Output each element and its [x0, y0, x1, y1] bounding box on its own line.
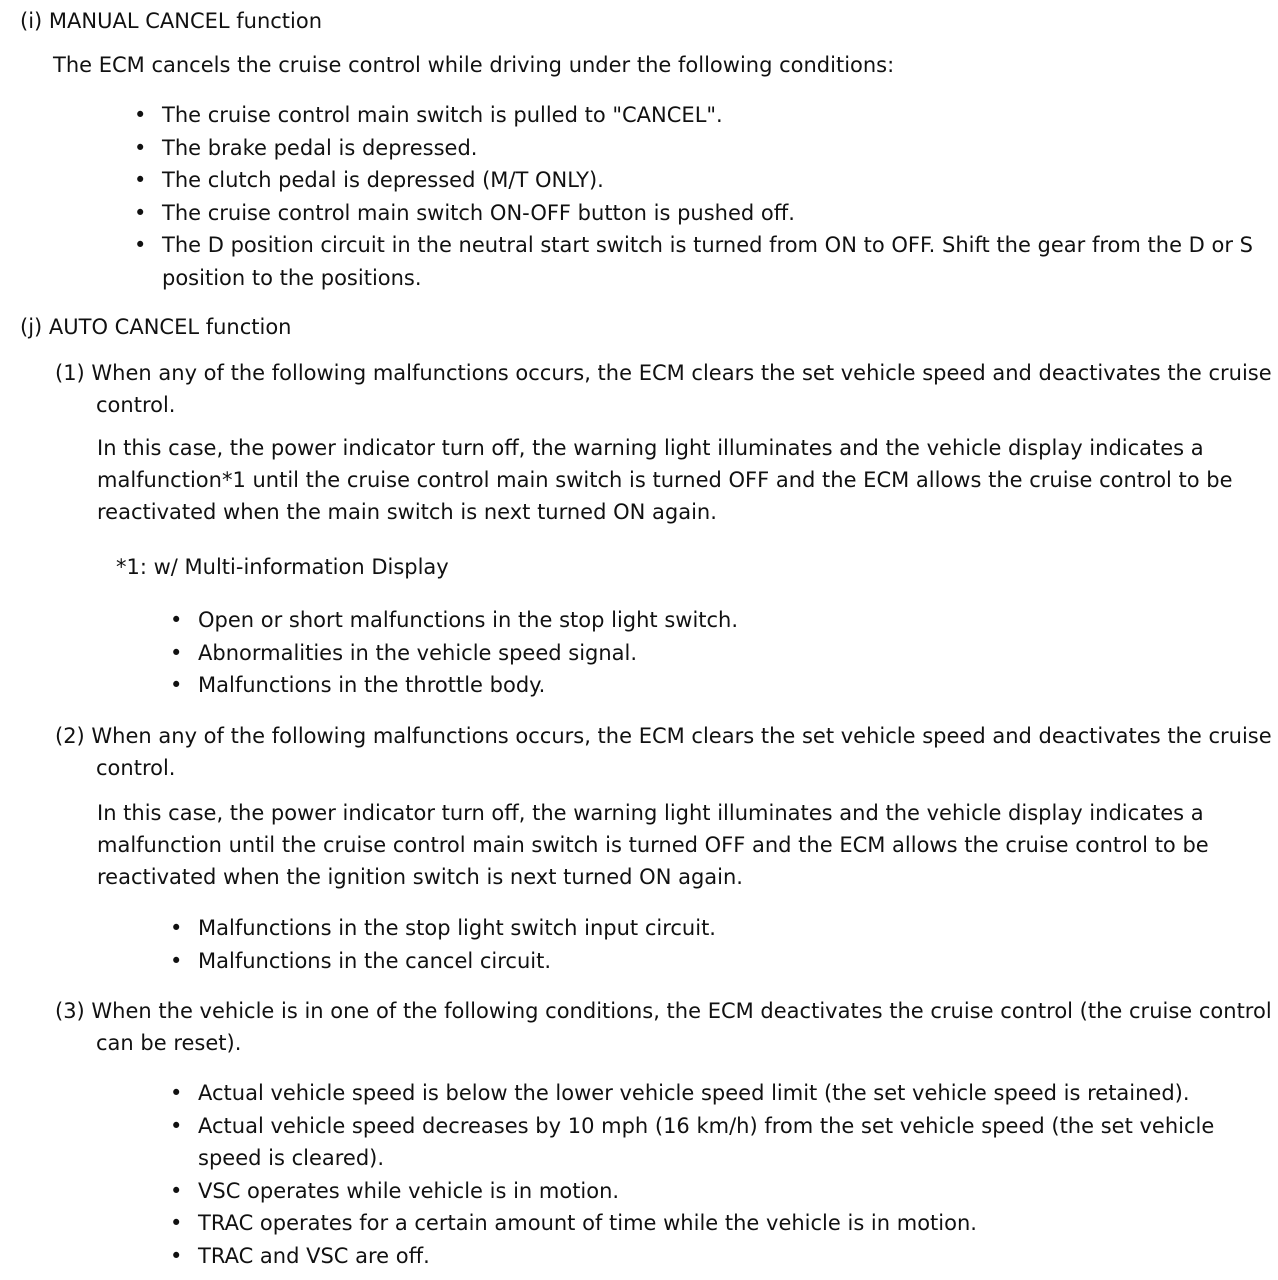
- auto-cancel-section-3: (3) When the vehicle is in one of the following conditions, the ECM deactivates the cruise control (the cruise control can be reset).: [55, 999, 1272, 1055]
- auto-cancel-heading: (j) AUTO CANCEL function: [20, 315, 292, 339]
- list-item: • Actual vehicle speed is below the lower vehicle speed limit (the set vehicle speed is retained).: [170, 1077, 1252, 1110]
- list-item: • The clutch pedal is depressed (M/T ONLY).: [134, 164, 1254, 197]
- list-item: • The brake pedal is depressed.: [134, 132, 1254, 165]
- auto-cancel-section-1-detail: In this case, the power indicator turn off, the warning light illuminates and the vehicle display indicates a malfunction*1 until the cruise control main switch is turned OFF and the ECM allows the cruise control to be reactivated when the main switch is next turned ON again.: [97, 436, 1233, 524]
- auto-cancel-section-2-list: [170, 912, 1250, 977]
- list-item: • The cruise control main switch is pulled to "CANCEL".: [134, 99, 1254, 132]
- list-item: • Actual vehicle speed decreases by 10 mph (16 km/h) from the set vehicle speed (the set vehicle speed is cleared).: [170, 1110, 1252, 1175]
- footnote: *1: w/ Multi-information Display: [116, 555, 449, 579]
- list-item: • Abnormalities in the vehicle speed signal.: [170, 637, 1250, 670]
- auto-cancel-section-1: (1) When any of the following malfunctions occurs, the ECM clears the set vehicle speed and deactivates the cruise control.: [55, 361, 1272, 417]
- list-item: • The D position circuit in the neutral start switch is turned from ON to OFF. Shift the gear from the D or S position to the positions.: [134, 229, 1254, 294]
- list-item: • The cruise control main switch ON-OFF button is pushed off.: [134, 197, 1254, 230]
- auto-cancel-section-2-detail: In this case, the power indicator turn off, the warning light illuminates and the vehicle display indicates a malfunction until the cruise control main switch is turned OFF and the ECM allows the cruise control to be reactivated when the ignition switch is next turned ON again.: [97, 801, 1209, 889]
- list-item: • VSC operates while vehicle is in motion.: [170, 1175, 1252, 1208]
- list-item: • TRAC operates for a certain amount of time while the vehicle is in motion.: [170, 1207, 1252, 1240]
- list-item: • Malfunctions in the cancel circuit.: [170, 945, 1250, 978]
- list-item: • TRAC and VSC are off.: [170, 1240, 1252, 1273]
- list-item: • Malfunctions in the throttle body.: [170, 669, 1250, 702]
- auto-cancel-section-3-list: [170, 1077, 1252, 1272]
- list-item: • Open or short malfunctions in the stop light switch.: [170, 604, 1250, 637]
- manual-cancel-list: [134, 99, 1254, 294]
- manual-cancel-heading: (i) MANUAL CANCEL function: [20, 9, 323, 33]
- auto-cancel-section-2: (2) When any of the following malfunctions occurs, the ECM clears the set vehicle speed and deactivates the cruise control.: [55, 724, 1272, 780]
- auto-cancel-section-1-list: [170, 604, 1250, 702]
- list-item: • Malfunctions in the stop light switch input circuit.: [170, 912, 1250, 945]
- manual-cancel-intro: The ECM cancels the cruise control while driving under the following conditions:: [53, 53, 895, 77]
